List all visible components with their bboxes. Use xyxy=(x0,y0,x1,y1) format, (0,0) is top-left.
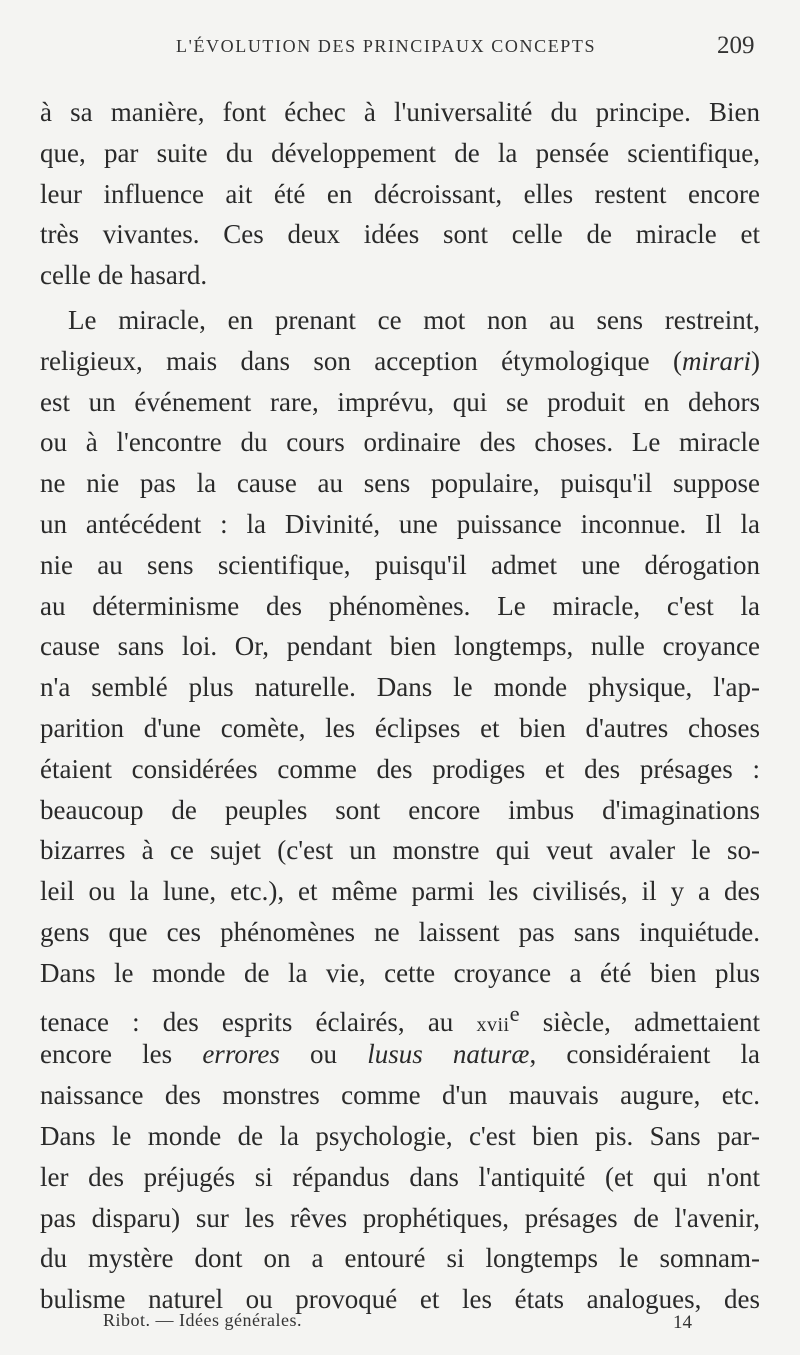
footer-reference: Ribot. — Idées générales. xyxy=(103,1310,302,1330)
text-line: étaient considérées comme des prodiges et des présages : xyxy=(40,753,760,784)
text-line: gens que ces phénomènes ne laissent pas sans inquiétude. xyxy=(40,916,760,947)
text-line: ne nie pas la cause au sens populaire, puisqu'il suppose xyxy=(40,468,760,499)
text-segment: tenace : des esprits éclairés, au xyxy=(40,1006,477,1037)
text-line: bizarres à ce sujet (c'est un monstre qui veut avaler le so- xyxy=(40,835,760,866)
page-number: 209 xyxy=(717,32,755,59)
text-line: celle de hasard. xyxy=(40,260,208,291)
page-footer xyxy=(0,1306,800,1340)
text-line: est un événement rare, imprévu, qui se produit en dehors xyxy=(40,386,760,417)
text-line: ou à l'encontre du cours ordinaire des choses. Le miracle xyxy=(40,427,760,458)
text-line: naissance des monstres comme d'un mauvais augure, etc. xyxy=(40,1080,760,1111)
text-line: du mystère dont on a entouré si longtemps le somnam- xyxy=(40,1243,760,1274)
text-line-century xyxy=(40,994,760,1035)
italic-term-mirari: mirari xyxy=(681,345,751,376)
text-line: cause sans loi. Or, pendant bien longtemps, nulle croyance xyxy=(40,631,760,662)
text-line: un antécédent : la Divinité, une puissance inconnue. Il la xyxy=(40,508,760,539)
text-line: Dans le monde de la vie, cette croyance a été bien plus xyxy=(40,957,760,988)
text-line: Dans le monde de la psychologie, c'est bien pis. Sans par- xyxy=(40,1120,760,1151)
text-segment: encore les xyxy=(40,1039,203,1070)
text-line: que, par suite du développement de la pensée scientifique, xyxy=(40,137,760,168)
text-line: n'a semblé plus naturelle. Dans le monde physique, l'ap- xyxy=(40,672,760,703)
century-superscript: e xyxy=(509,1000,520,1026)
century-numeral: xvii xyxy=(476,1013,510,1036)
text-line: leur influence ait été en décroissant, elles restent encore xyxy=(40,178,760,209)
text-line: au déterminisme des phénomènes. Le miracle, c'est la xyxy=(40,590,760,621)
text-line: pas disparu) sur les rêves prophétiques, présages de l'avenir, xyxy=(40,1202,760,1233)
text-line: à sa manière, font échec à l'universalité du principe. Bien xyxy=(40,97,760,127)
text-line-mirari xyxy=(40,341,760,382)
text-line: nie au sens scientifique, puisqu'il admet une dérogation xyxy=(40,549,760,580)
text-line: ler des préjugés si répandus dans l'antiquité (et qui n'ont xyxy=(40,1161,760,1192)
text-line: bulisme naturel ou provoqué et les états analogues, des xyxy=(40,1284,760,1315)
running-header xyxy=(0,34,800,64)
text-line: beaucoup de peuples sont encore imbus d'imaginations xyxy=(40,794,760,825)
body-text xyxy=(40,92,760,1320)
text-line: Le miracle, en prenant ce mot non au sens restreint, xyxy=(68,304,760,335)
text-segment: ) xyxy=(751,345,760,376)
text-segment: siècle, admettaient xyxy=(519,1006,760,1037)
text-line: leil ou la lune, etc.), et même parmi les civilisés, il y a des xyxy=(40,876,760,907)
running-title: L'ÉVOLUTION DES PRINCIPAUX CONCEPTS xyxy=(176,36,597,56)
text-line: parition d'une comète, les éclipses et bien d'autres choses xyxy=(40,712,760,743)
italic-term-errores: errores xyxy=(202,1039,280,1070)
text-segment: ou xyxy=(279,1039,368,1070)
text-line: très vivantes. Ces deux idées sont celle de miracle et xyxy=(40,219,760,250)
signature-mark: 14 xyxy=(673,1312,692,1333)
text-line-errores xyxy=(40,1034,760,1075)
text-segment: religieux, mais dans son acception étymologique ( xyxy=(40,345,682,376)
italic-term-lusus: lusus naturæ xyxy=(367,1039,530,1070)
text-segment: , considéraient la xyxy=(529,1039,761,1070)
